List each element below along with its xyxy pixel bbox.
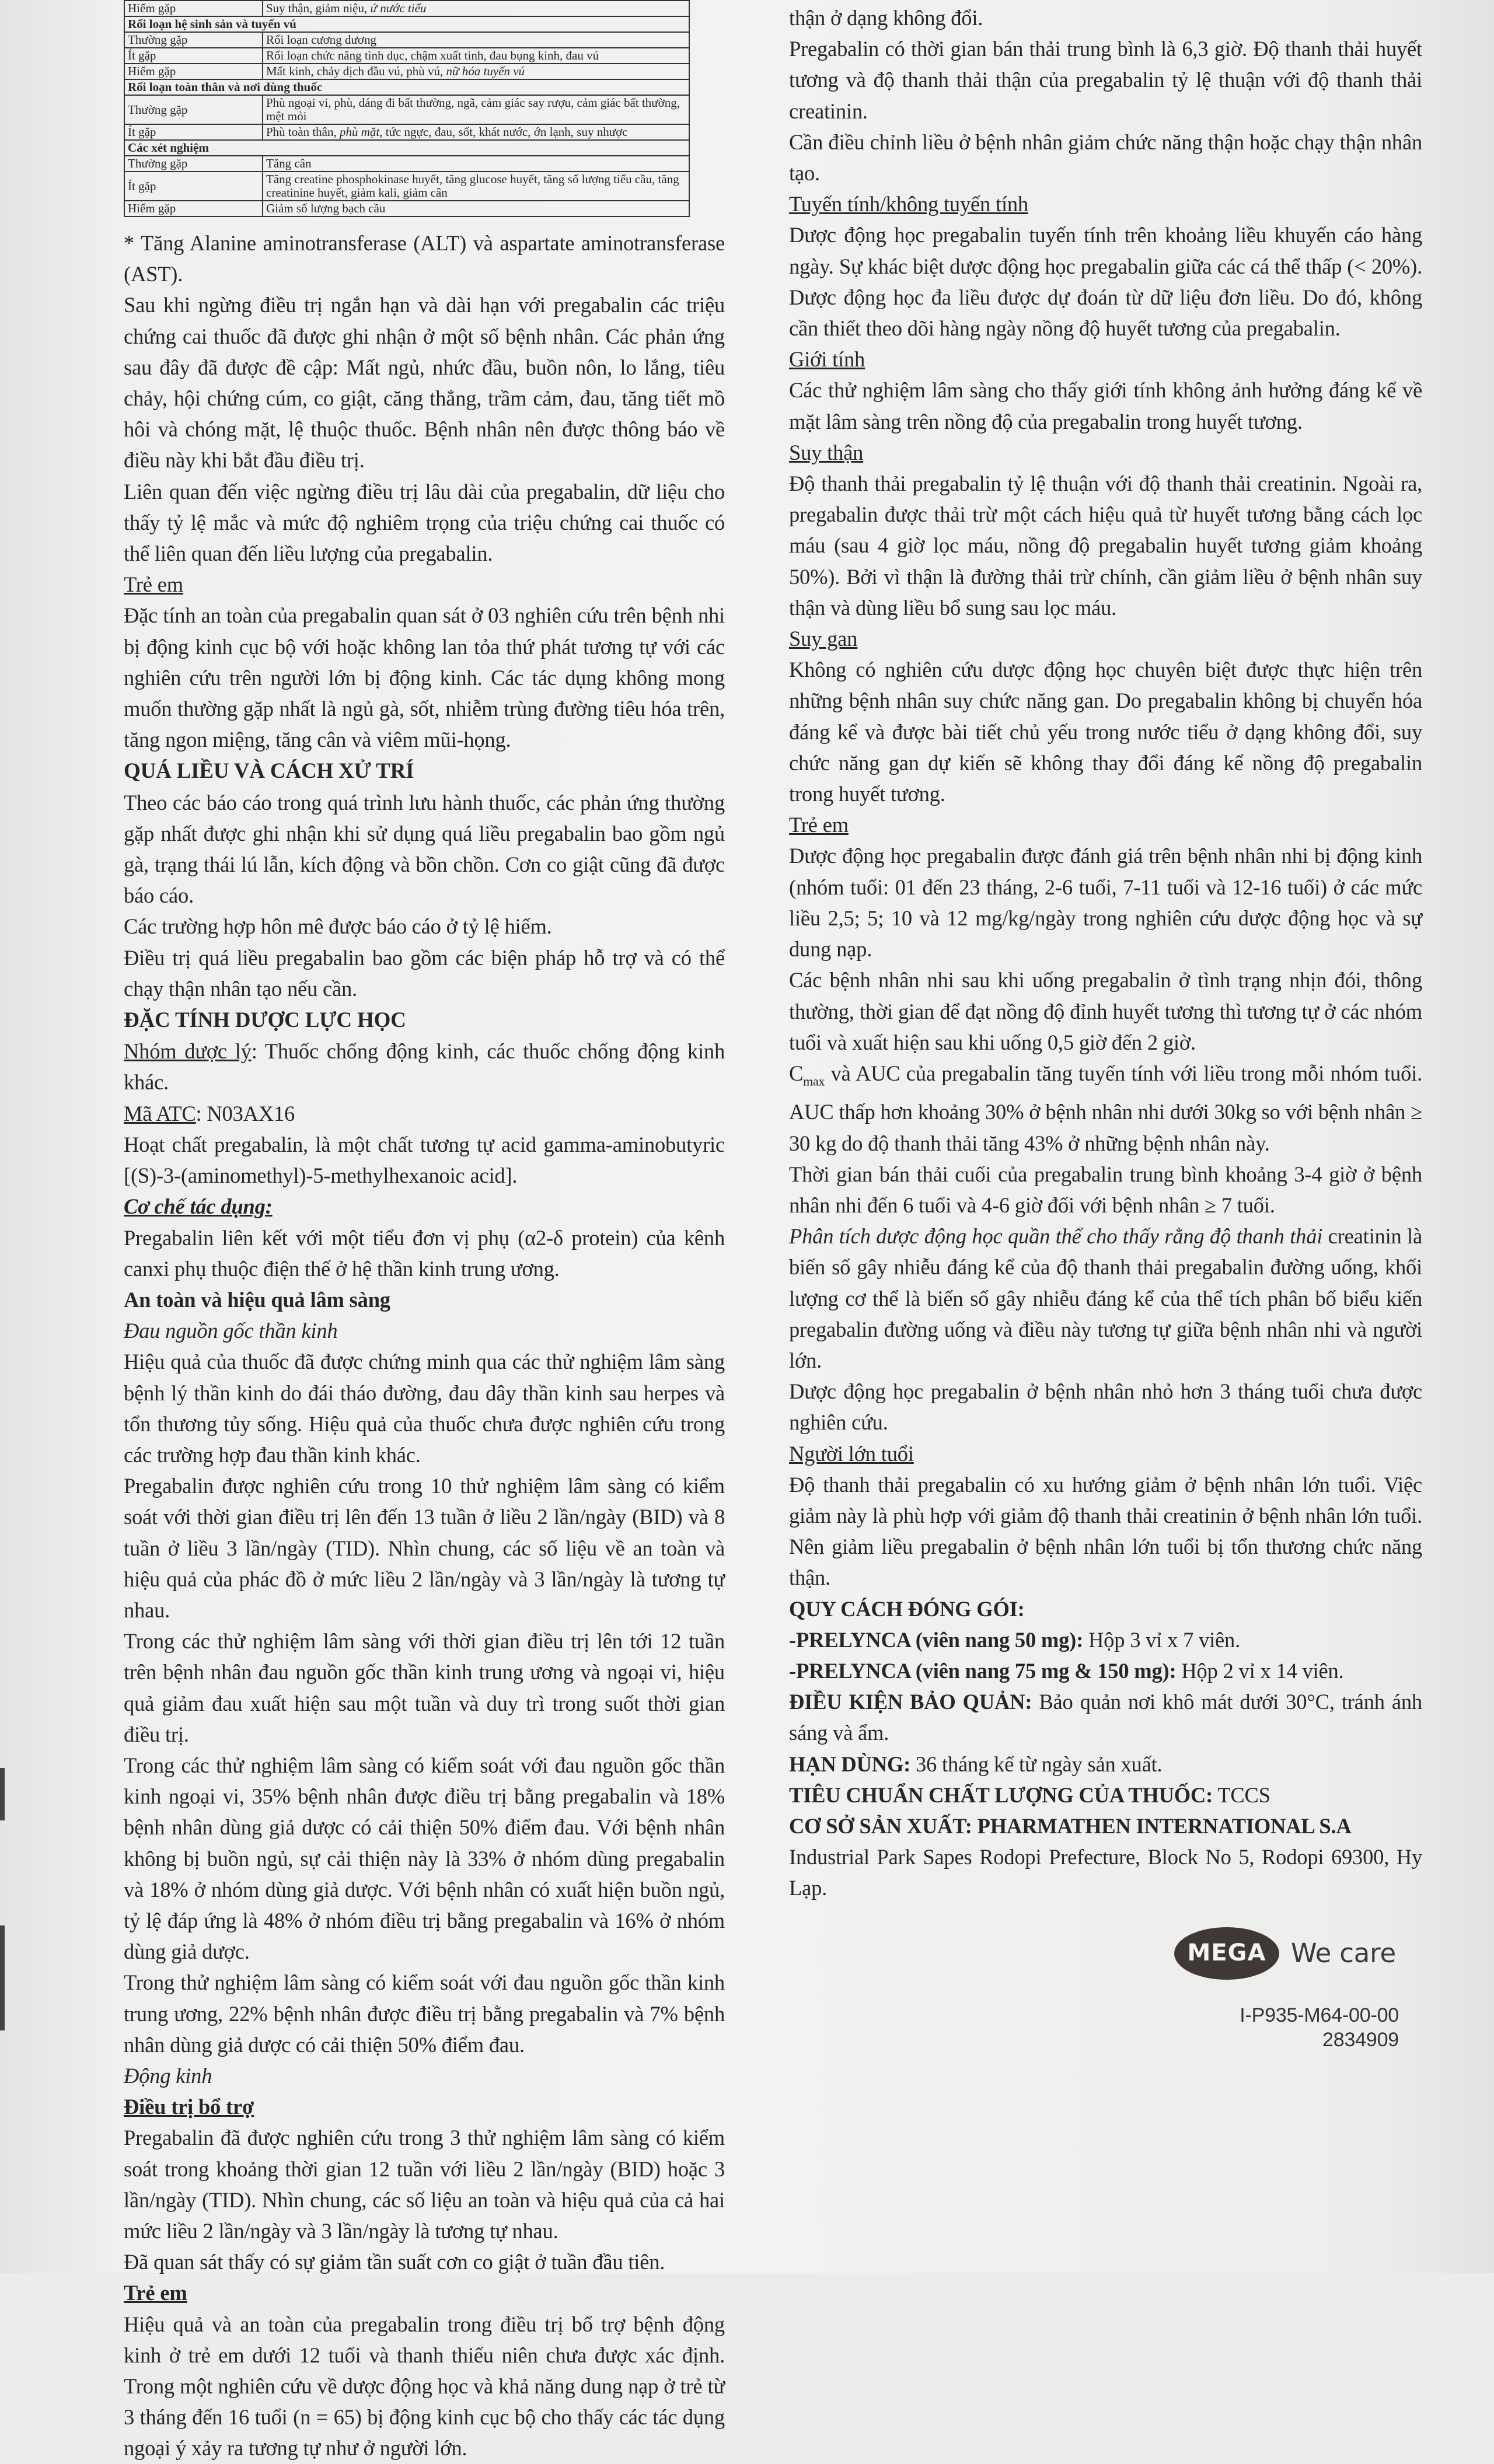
text-run: -PRELYNCA (viên nang 75 mg & 150 mg):	[789, 1659, 1177, 1683]
text-run: Hộp 2 vỉ x 14 viên.	[1176, 1659, 1344, 1683]
paragraph	[789, 840, 1422, 964]
table-row	[124, 95, 689, 124]
text-run: TIÊU CHUẨN CHẤT LƯỢNG CỦA THUỐC:	[789, 1783, 1213, 1807]
paragraph	[789, 1593, 1422, 1624]
paragraph	[124, 911, 725, 942]
paragraph	[789, 219, 1422, 344]
text-run: Thời gian bán thải cuối của pregabalin trung bình khoảng 3-4 giờ ở bệnh nhân nhi đến 6 tuổi và 4-6 giờ đối với bệnh nhân ≥ 7 tuổi.	[789, 1162, 1422, 1218]
effects-cell	[263, 64, 689, 79]
paragraph	[124, 1098, 725, 1129]
mega-logo-mark: MEGA	[1174, 1927, 1279, 1980]
text-run: Hiệu quả và an toàn của pregabalin trong điều trị bổ trợ bệnh động kinh ở trẻ em dưới 12 tuổi và thanh thiếu niên chưa được xác định. Trong một nghiên cứu về dược động học và khả năng dung nạp ở trẻ từ 3 tháng đến 16 tuổi (n = 65) bị động kinh cục bộ cho thấy các tác dụng ngoại ý xảy ra tương tự như ở người lớn.	[124, 2312, 725, 2460]
text-run: và AUC của pregabalin tăng tuyến tính với liều trong mỗi nhóm tuổi. AUC thấp hơn khoảng 30% ở bệnh nhân nhi dưới 30kg so với bệnh nhân ≥ 30 kg do độ thanh thải tăng 43% ở những bệnh nhân này.	[789, 1061, 1422, 1155]
paragraph	[789, 188, 1422, 219]
table-row	[124, 64, 689, 79]
text-run: Suy gan	[789, 627, 858, 651]
paragraph	[124, 2246, 725, 2277]
text-run: Mã ATC	[124, 1101, 196, 1126]
document-code: I-P935-M64-00-00	[1240, 2004, 1399, 2026]
paragraph	[124, 1750, 725, 1967]
text-run: -PRELYNCA (viên nang 50 mg):	[789, 1627, 1084, 1652]
text-run: Độ thanh thải pregabalin tỷ lệ thuận với độ thanh thải creatinin. Ngoài ra, pregabalin được thải trừ một cách hiệu quả từ huyết tương bằng cách lọc máu (sau 4 giờ lọc máu, nồng độ pregabalin huyết tương giảm khoảng 50%). Bởi vì thận là đường thải trừ chính, cần giảm liều ở bệnh nhân suy thận và dùng liều bổ sung sau lọc máu.	[789, 471, 1422, 620]
paragraph	[789, 2, 1422, 33]
text-run: Trẻ em	[124, 572, 183, 597]
paragraph	[789, 654, 1422, 809]
text-run: Theo các báo cáo trong quá trình lưu hành thuốc, các phản ứng thường gặp nhất được ghi nhận khi sử dụng quá liều pregabalin bao gồm ngủ gà, trạng thái lú lẫn, kích động và bồn chồn. Cơn co giật cũng đã được báo cáo.	[124, 790, 725, 908]
paragraph	[124, 476, 725, 569]
document-codes	[789, 2003, 1422, 2052]
frequency-cell: Hiếm gặp	[124, 201, 263, 216]
table-row	[124, 48, 689, 64]
text-run: Điều trị quá liều pregabalin bao gồm các biện pháp hỗ trợ và có thể chạy thận nhân tạo nếu cần.	[124, 945, 725, 1001]
paragraph	[124, 2122, 725, 2246]
effects-cell	[263, 124, 689, 140]
text-run: Giới tính	[789, 347, 865, 372]
text-run: Phù ngoại vi, phù, dáng đi bất thường, ngã, cảm giác say rượu, cảm giác bất thường, mệt mỏi	[266, 96, 680, 123]
section-title: Rối loạn hệ sinh sản và tuyến vú	[124, 16, 689, 32]
text-run: Cần điều chỉnh liều ở bệnh nhân giảm chức năng thận hoặc chạy thận nhân tạo.	[789, 130, 1422, 186]
effects-cell	[263, 48, 689, 64]
text-run: Hiệu quả của thuốc đã được chứng minh qua các thử nghiệm lâm sàng bệnh lý thần kinh do đái tháo đường, đau dây thần kinh sau herpes và tổn thương tủy sống. Hiệu quả của thuốc chưa được nghiên cứu trong các trường hợp đau thần kinh khác.	[124, 1350, 725, 1467]
right-column-text	[789, 2, 1422, 1904]
frequency-cell: Thường gặp	[124, 95, 263, 124]
text-run: Giảm số lượng bạch cầu	[266, 201, 386, 215]
text-run: ĐIỀU KIỆN BẢO QUẢN:	[789, 1690, 1032, 1714]
frequency-cell: Thường gặp	[124, 32, 263, 48]
scan-edge-mark	[0, 1925, 5, 2030]
paragraph	[789, 1655, 1422, 1686]
text-run: Tăng cân	[266, 156, 312, 170]
scan-edge-mark	[0, 1768, 5, 1820]
text-run: Sau khi ngừng điều trị ngắn hạn và dài hạn với pregabalin các triệu chứng cai thuốc đã được ghi nhận ở một số bệnh nhân. Các phản ứng sau đây đã được đề cập: Mất ngủ, nhức đầu, buồn nôn, lo lắng, tiêu chảy, hội chứng cúm, co giật, căng thẳng, trầm cảm, đau, tăng tiết mồ hôi và chóng mặt, lệ thuộc thuốc. Bệnh nhân nên được thông báo về điều này khi bắt đầu điều trị.	[124, 293, 725, 473]
text-run: Điều trị bổ trợ	[124, 2095, 254, 2119]
paragraph	[789, 1624, 1422, 1655]
text-run: Không có nghiên cứu dược động học chuyên biệt được thực hiện trên những bệnh nhân suy chức năng gan. Do pregabalin không bị chuyển hóa đáng kể và được bài tiết chủ yếu trong nước tiểu ở dạng không đổi, suy chức năng gan dự kiến sẽ không thay đổi đáng kể nồng độ pregabalin trong huyết tương.	[789, 658, 1422, 806]
effects-cell	[263, 156, 689, 172]
text-run: QUÁ LIỀU VÀ CÁCH XỬ TRÍ	[124, 759, 414, 784]
table-row	[124, 1, 689, 16]
text-run: Nhóm dược lý	[124, 1039, 252, 1064]
text-run: Các trường hợp hôn mê được báo cáo ở tỷ lệ hiếm.	[124, 914, 552, 939]
paragraph	[789, 127, 1422, 188]
paragraph	[124, 1346, 725, 1470]
text-run: An toàn và hiệu quả lâm sàng	[124, 1287, 390, 1312]
paragraph	[789, 1841, 1422, 1903]
text-run: Tuyến tính/không tuyến tính	[789, 192, 1028, 216]
paragraph	[789, 623, 1422, 654]
frequency-cell: Thường gặp	[124, 156, 263, 172]
paragraph	[789, 1749, 1422, 1780]
text-run: Mất kinh, chảy dịch đầu vú, phù vú,	[266, 64, 446, 78]
text-run: Phân tích dược động học quần thể cho thấy rằng độ thanh thải	[789, 1224, 1323, 1249]
text-run: Người lớn tuổi	[789, 1441, 914, 1466]
text-run: phù mặt,	[340, 125, 383, 139]
paragraph	[124, 2309, 725, 2464]
frequency-cell: Ít gặp	[124, 124, 263, 140]
text-run: Pregabalin liên kết với một tiểu đơn vị phụ (α2-δ protein) của kênh canxi phụ thuộc điện thế ở hệ thần kinh trung ương.	[124, 1225, 725, 1281]
right-column	[789, 2, 1422, 2052]
paragraph	[124, 1284, 725, 1315]
paragraph	[124, 1191, 725, 1222]
left-column	[124, 228, 725, 2464]
text-run: Pregabalin có thời gian bán thải trung bình là 6,3 giờ. Độ thanh thải huyết tương và độ thanh thải thận của pregabalin tỷ lệ thuận với độ thanh thải creatinin.	[789, 37, 1422, 123]
table-row	[124, 172, 689, 201]
text-run: HẠN DÙNG:	[789, 1752, 911, 1776]
text-run: tức ngực, đau, sốt, khát nước, ớn lạnh, suy nhược	[382, 125, 628, 139]
table-section-row	[124, 140, 689, 156]
paragraph	[789, 1159, 1422, 1221]
paragraph	[789, 437, 1422, 468]
text-run: Liên quan đến việc ngừng điều trị lâu dài của pregabalin, dữ liệu cho thấy tỷ lệ mắc và mức độ nghiêm trọng của triệu chứng cai thuốc có thể liên quan đến liều lượng của pregabalin.	[124, 479, 725, 566]
logo-tagline: We care	[1291, 1937, 1396, 1969]
paragraph	[124, 228, 725, 289]
text-run: Độ thanh thải pregabalin có xu hướng giảm ở bệnh nhân lớn tuổi. Việc giảm này là phù hợp với giảm độ thanh thải creatinin ở bệnh nhân lớn tuổi. Nên giảm liều pregabalin ở bệnh nhân lớn tuổi bị tổn thương chức năng thận.	[789, 1472, 1422, 1590]
paragraph	[124, 755, 725, 787]
frequency-cell: Hiếm gặp	[124, 1, 263, 16]
paragraph	[124, 1222, 725, 1284]
text-run: : Thuốc chống động kinh, các thuốc chống động kinh khác.	[124, 1039, 725, 1095]
text-run: 36 tháng kể từ ngày sản xuất.	[910, 1752, 1163, 1776]
paragraph	[124, 1967, 725, 2060]
text-run: Dược động học pregabalin được đánh giá trên bệnh nhân nhi bị động kinh (nhóm tuổi: 01 đến 23 tháng, 2-6 tuổi, 7-11 tuổi và 12-16 tuổi) ở các mức liều 2,5; 5; 10 và 12 mg/kg/ngày trong nghiên cứu dược động học và sự dung nạp.	[789, 844, 1422, 962]
text-run: C	[789, 1061, 804, 1085]
effects-cell	[263, 32, 689, 48]
paragraph	[124, 1626, 725, 1750]
paragraph	[124, 1004, 725, 1036]
text-run: Các thử nghiệm lâm sàng cho thấy giới tính không ảnh hưởng đáng kể về mặt lâm sàng trên nồng độ của pregabalin trong huyết tương.	[789, 378, 1422, 434]
adverse-effects-table	[124, 0, 690, 217]
table-row	[124, 32, 689, 48]
text-run: creatinin là biến số gây nhiễu đáng kể của độ thanh thải pregabalin đường uống, khối lượng cơ thể là biến số gây nhiễu đáng kể của thể tích phân bố biểu kiến pregabalin đường uống và điều này tương tự giữa bệnh nhân nhi và người lớn.	[789, 1224, 1423, 1373]
text-run: Cơ chế tác dụng:	[124, 1194, 273, 1219]
text-run: : N03AX16	[196, 1101, 295, 1126]
effects-cell	[263, 1, 689, 16]
frequency-cell: Ít gặp	[124, 172, 263, 201]
paragraph	[789, 375, 1422, 436]
text-run: Bảo quản nơi khô mát dưới 30°C, tránh ánh sáng và ẩm.	[789, 1690, 1422, 1745]
table-section-row	[124, 79, 689, 95]
paragraph	[789, 33, 1422, 127]
frequency-cell: Ít gặp	[124, 48, 263, 64]
text-run: Industrial Park Sapes Rodopi Prefecture, Block No 5, Rodopi 69300, Hy Lạp.	[789, 1845, 1422, 1900]
text-run: Dược động học pregabalin ở bệnh nhân nhỏ hơn 3 tháng tuổi chưa được nghiên cứu.	[789, 1379, 1422, 1435]
text-run: TCCS	[1213, 1783, 1270, 1807]
text-run: Trẻ em	[124, 2281, 187, 2305]
paragraph	[124, 2277, 725, 2308]
text-run: thận ở dạng không đổi.	[789, 6, 983, 30]
paragraph	[789, 1686, 1422, 1748]
paragraph	[789, 1469, 1422, 1593]
paragraph	[789, 964, 1422, 1058]
text-run: Đã quan sát thấy có sự giảm tần suất cơn co giật ở tuần đầu tiên.	[124, 2250, 665, 2274]
paragraph	[124, 600, 725, 755]
paragraph	[789, 1438, 1422, 1469]
text-run: * Tăng Alanine aminotransferase (ALT) và aspartate aminotransferase (AST).	[124, 231, 725, 286]
effects-cell	[263, 172, 689, 201]
effects-cell	[263, 201, 689, 216]
text-run: max	[803, 1074, 825, 1089]
paragraph	[124, 2091, 725, 2122]
paragraph	[789, 1221, 1422, 1376]
paragraph	[789, 1811, 1422, 1841]
text-run: nữ hóa tuyến vú	[446, 64, 525, 78]
table-row	[124, 124, 689, 140]
table-row	[124, 156, 689, 172]
text-run: Pregabalin đã được nghiên cứu trong 3 thử nghiệm lâm sàng có kiểm soát trong khoảng thời gian 12 tuần với liều 2 lần/ngày (BID) hoặc 3 lần/ngày (TID). Nhìn chung, các số liệu an toàn và hiệu quả của cả hai mức liều 2 lần/ngày và 3 lần/ngày là tương tự nhau.	[124, 2126, 725, 2243]
text-run: Suy thận, giảm niệu,	[266, 1, 371, 15]
text-run: Trong các thử nghiệm lâm sàng với thời gian điều trị lên tới 12 tuần trên bệnh nhân đau nguồn gốc thần kinh trung ương và ngoại vi, hiệu quả giảm đau xuất hiện sau một tuần và duy trì trong suốt thời gian điều trị.	[124, 1629, 725, 1746]
text-run: Tăng creatine phosphokinase huyết, tăng glucose huyết, tăng số lượng tiểu cầu, tăng creatinine huyết, giảm kali, giảm cân	[266, 172, 679, 200]
text-run: Trong các thử nghiệm lâm sàng có kiểm soát với đau nguồn gốc thần kinh ngoại vi, 35% bệnh nhân được điều trị bằng pregabalin và 18% bệnh nhân dùng giả dược có cải thiện 50% điểm đau. Với bệnh nhân không bị buồn ngủ, sự cải thiện này là 33% ở nhóm dùng pregabalin và 18% ở nhóm dùng giả dược. Với bệnh nhân có xuất hiện buồn ngủ, tỷ lệ đáp ứng là 48% ở nhóm điều trị bằng pregabalin và 16% ở nhóm dùng giả dược.	[124, 1753, 725, 1964]
text-run: Suy thận	[789, 440, 864, 464]
text-run: Trong thử nghiệm lâm sàng có kiểm soát với đau nguồn gốc thần kinh trung ương, 22% bệnh nhân được điều trị bằng pregabalin và 7% bệnh nhân dùng giả dược có cải thiện 50% điểm đau.	[124, 1970, 725, 2057]
text-run: Rối loạn cương dương	[266, 33, 377, 47]
section-title: Rối loạn toàn thân và nơi dùng thuốc	[124, 79, 689, 95]
document-number: 2834909	[1322, 2028, 1399, 2051]
paragraph	[789, 1376, 1422, 1438]
text-run: Rối loạn chức năng tình dục, chậm xuất tinh, đau bụng kinh, đau vú	[266, 48, 599, 62]
section-title: Các xét nghiệm	[124, 140, 689, 156]
paragraph	[789, 1780, 1422, 1811]
paragraph	[124, 1129, 725, 1191]
paragraph	[789, 1058, 1422, 1159]
text-run: Dược động học pregabalin tuyến tính trên khoảng liều khuyến cáo hàng ngày. Sự khác biệt dược động học pregabalin giữa các cá thể thấp (< 20%). Dược động học đa liều được dự đoán từ dữ liệu đơn liều. Do đó, không cần thiết theo dõi hàng ngày nồng độ huyết tương của pregabalin.	[789, 223, 1422, 341]
text-run: QUY CÁCH ĐÓNG GÓI:	[789, 1596, 1025, 1621]
paragraph	[124, 289, 725, 476]
effects-cell	[263, 95, 689, 124]
paragraph	[789, 468, 1422, 623]
text-run: ứ nước tiểu	[370, 1, 427, 15]
text-run: Pregabalin được nghiên cứu trong 10 thử nghiệm lâm sàng có kiểm soát với thời gian điều trị lên đến 13 tuần ở liều 2 lần/ngày (BID) và 8 tuần ở liều 3 lần/ngày (TID). Nhìn chung, các số liệu về an toàn và hiệu quả của phác đồ ở mức liều 2 lần/ngày và 3 lần/ngày là tương tự nhau.	[124, 1474, 725, 1622]
text-run: CƠ SỞ SẢN XUẤT: PHARMATHEN INTERNATIONAL S.A	[789, 1814, 1352, 1839]
text-run: Phù toàn thân,	[266, 125, 340, 139]
mega-we-care-logo	[1174, 1927, 1422, 1980]
paragraph	[124, 1315, 725, 1346]
paragraph	[124, 1036, 725, 1098]
table-row	[124, 201, 689, 216]
paragraph	[124, 1470, 725, 1626]
text-run: Các bệnh nhân nhi sau khi uống pregabalin ở tình trạng nhịn đói, thông thường, thời gian để đạt nồng độ đỉnh huyết tương thì tương tự ở các nhóm tuổi và xuất hiện sau khi uống 0,5 giờ đến 2 giờ.	[789, 968, 1422, 1054]
text-run: Động kinh	[124, 2063, 212, 2088]
text-run: Đặc tính an toàn của pregabalin quan sát ở 03 nghiên cứu trên bệnh nhi bị động kinh cục bộ với hoặc không lan tỏa thứ phát tương tự với các nghiên cứu trên người lớn bị động kinh. Các tác dụng không mong muốn thường gặp nhất là ngủ gà, sốt, nhiễm trùng đường tiêu hóa trên, tăng ngon miệng, tăng cân và viêm mũi-họng.	[124, 603, 725, 752]
paragraph	[789, 809, 1422, 840]
paragraph	[124, 942, 725, 1004]
text-run: Hoạt chất pregabalin, là một chất tương tự acid gamma-aminobutyric [(S)-3-(aminomethyl)-5-methylhexanoic acid].	[124, 1132, 725, 1188]
text-run: Đau nguồn gốc thần kinh	[124, 1319, 338, 1343]
paragraph	[124, 2060, 725, 2091]
frequency-cell: Hiếm gặp	[124, 64, 263, 79]
text-run: Trẻ em	[789, 813, 849, 837]
left-column-wrapper	[124, 0, 725, 2464]
text-run: ĐẶC TÍNH DƯỢC LỰC HỌC	[124, 1008, 406, 1033]
text-run: Hộp 3 vỉ x 7 viên.	[1083, 1627, 1241, 1652]
paragraph	[124, 569, 725, 600]
paragraph	[124, 787, 725, 911]
table-section-row	[124, 16, 689, 32]
paragraph	[789, 344, 1422, 375]
